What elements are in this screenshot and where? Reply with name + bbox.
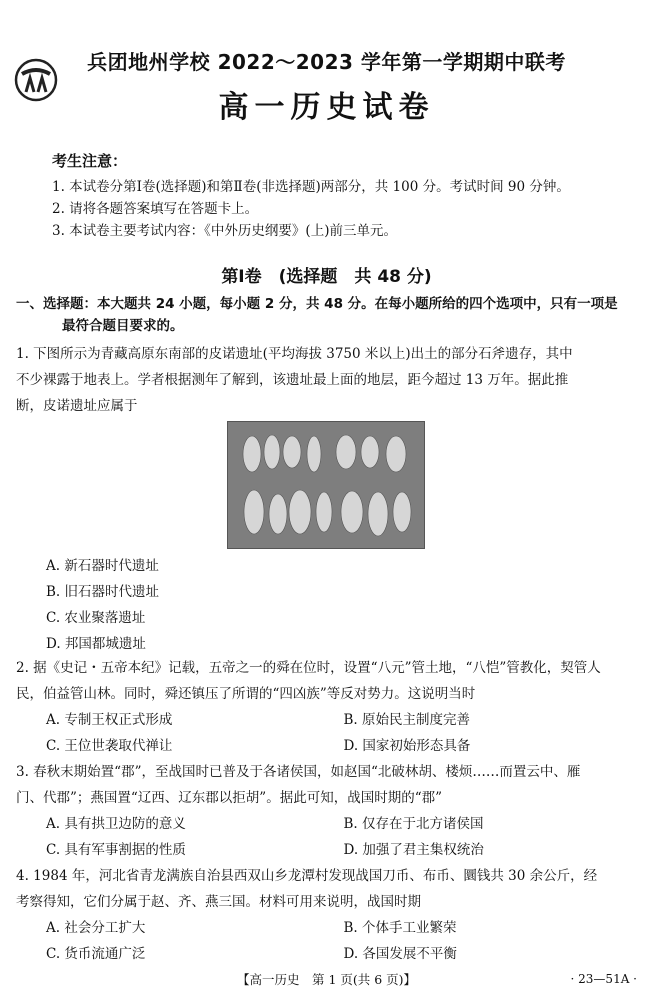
exam-title: 高一历史试卷 bbox=[218, 90, 435, 125]
question-stem-line: 4. 1984 年，河北省青龙满族自治县西双山乡龙潭村发现战国刀币、布币、圜钱共 30 余公斤，经 bbox=[16, 868, 598, 884]
notice-item: 1. 本试卷分第Ⅰ卷(选择题)和第Ⅱ卷(非选择题)两部分，共 100 分。考试时间 90 分钟。 bbox=[52, 179, 570, 195]
option-d[interactable]: D. 邦国都城遗址 bbox=[46, 636, 146, 652]
option-b[interactable]: B. 原始民主制度完善 bbox=[343, 712, 471, 728]
option-c[interactable]: C. 具有军事割据的性质 bbox=[46, 842, 186, 858]
question-stem-line: 民，伯益管山林。同时，舜还镇压了所谓的“四凶族”等反对势力。这说明当时 bbox=[16, 686, 476, 702]
option-b[interactable]: B. 仅存在于北方诸侯国 bbox=[343, 816, 484, 832]
page-footer: 【高一历史 第 1 页(共 6 页)】 bbox=[236, 972, 417, 987]
notice-item: 2. 请将各题答案填写在答题卡上。 bbox=[52, 201, 259, 217]
exam-header: 兵团地州学校 2022～2023 学年第一学期期中联考 bbox=[87, 50, 566, 74]
option-a[interactable]: A. 具有拱卫边防的意义 bbox=[46, 816, 186, 832]
option-b[interactable]: B. 个体手工业繁荣 bbox=[343, 920, 457, 936]
question-1-options bbox=[16, 553, 641, 657]
option-c[interactable]: C. 货币流通广泛 bbox=[46, 946, 146, 962]
option-c[interactable]: C. 农业聚落遗址 bbox=[46, 610, 146, 626]
option-a[interactable]: A. 专制王权正式形成 bbox=[46, 712, 173, 728]
notice-title: 考生注意： bbox=[52, 152, 128, 170]
option-c[interactable]: C. 王位世袭取代禅让 bbox=[46, 738, 173, 754]
notice-item: 3. 本试卷主要考试内容：《中外历史纲要》(上)前三单元。 bbox=[52, 223, 397, 239]
option-d[interactable]: D. 各国发展不平衡 bbox=[343, 946, 457, 962]
question-stem-line: 不少裸露于地表上。学者根据测年了解到，该遗址最上面的地层，距今超过 13 万年。据此推 bbox=[16, 372, 569, 388]
question-3 bbox=[16, 759, 641, 863]
option-d[interactable]: D. 国家初始形态具备 bbox=[343, 738, 471, 754]
option-a[interactable]: A. 新石器时代遗址 bbox=[46, 558, 159, 574]
option-d[interactable]: D. 加强了君主集权统治 bbox=[343, 842, 484, 858]
question-stem-line: 2. 据《史记・五帝本纪》记载，五帝之一的舜在位时，设置“八元”管土地，“八恺”管教化，契管人 bbox=[16, 660, 601, 676]
section-title: 第Ⅰ卷 (选择题 共 48 分) bbox=[221, 267, 432, 287]
question-stem-line: 1. 下图所示为青藏高原东南部的皮诺遗址(平均海拔 3750 米以上)出土的部分石斧遗存，其中 bbox=[16, 346, 573, 362]
question-1 bbox=[16, 341, 641, 419]
question-2 bbox=[16, 655, 641, 759]
instruction-line: 最符合题目要求的。 bbox=[62, 318, 184, 334]
question-4 bbox=[16, 863, 641, 967]
instruction-line: 一、选择题：本大题共 24 小题，每小题 2 分，共 48 分。在每小题所给的四个选项中，只有一项是 bbox=[16, 296, 618, 312]
section-instruction bbox=[16, 293, 641, 337]
question-stem-line: 断，皮诺遗址应属于 bbox=[16, 398, 138, 414]
stone-axe-photo bbox=[227, 421, 425, 549]
notice-block bbox=[52, 150, 570, 242]
paper-code: · 23—51A · bbox=[570, 972, 637, 986]
question-stem-line: 考察得知，它们分属于赵、齐、燕三国。材料可用来说明，战国时期 bbox=[16, 894, 421, 910]
question-stem-line: 门、代郡”；燕国置“辽西、辽东郡以拒胡”。据此可知，战国时期的“郡” bbox=[16, 790, 443, 806]
question-stem-line: 3. 春秋末期始置“郡”，至战国时已普及于各诸侯国，如赵国“北破林胡、楼烦……而置云中、雁 bbox=[16, 764, 581, 780]
option-b[interactable]: B. 旧石器时代遗址 bbox=[46, 584, 160, 600]
option-a[interactable]: A. 社会分工扩大 bbox=[46, 920, 146, 936]
